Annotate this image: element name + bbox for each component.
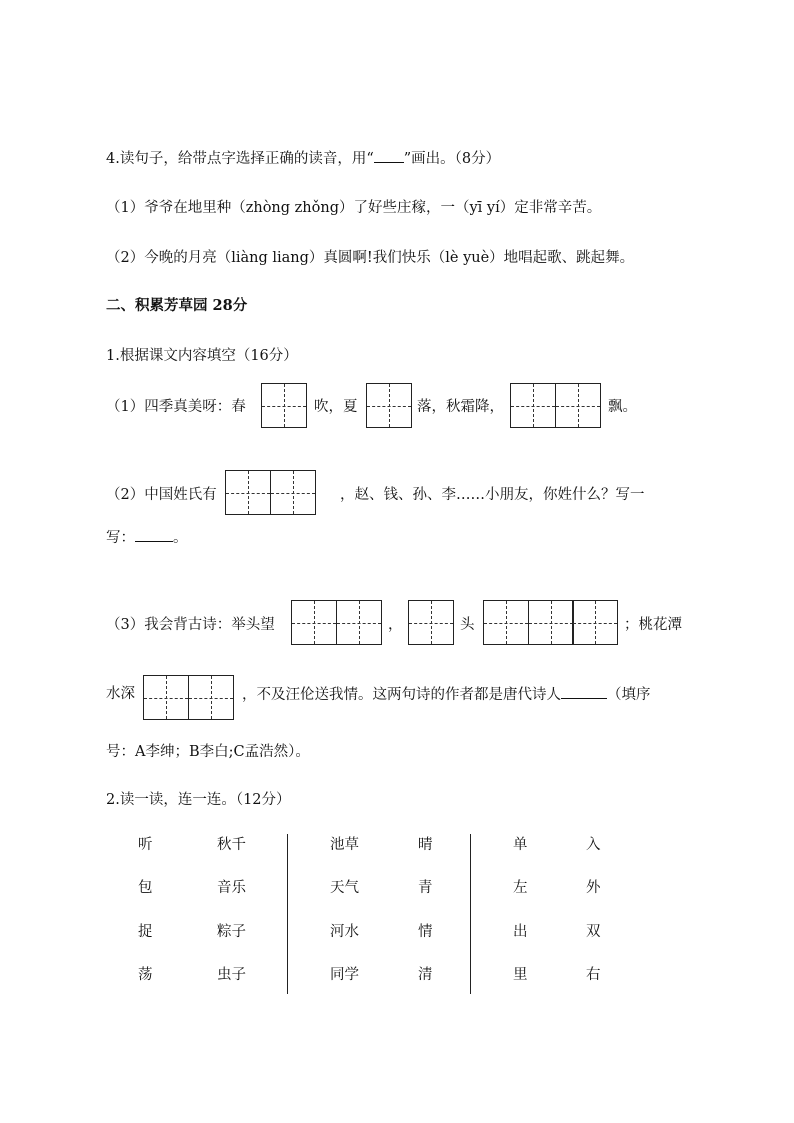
writing-grid-8[interactable] — [143, 675, 234, 720]
match-word[interactable]: 粽子 — [217, 924, 246, 940]
match-word[interactable]: 晴 — [418, 837, 433, 853]
column-divider — [470, 834, 471, 994]
section-2-title: 二、积累芳草园 28分 — [106, 297, 248, 314]
q4-sentence-2: （2）今晚的月亮（liàng liang）真圆啊!我们快乐（lè yuè）地唱起歌、跳起舞。 — [106, 250, 635, 266]
grid-cell[interactable] — [483, 600, 529, 645]
answer-blank[interactable] — [374, 148, 404, 163]
match-word[interactable]: 出 — [513, 924, 528, 940]
q1-p3-text-a: （3）我会背古诗：举头望 — [106, 617, 275, 633]
grid-cell[interactable] — [270, 470, 316, 515]
match-word[interactable]: 捉 — [138, 924, 153, 940]
grid-cell[interactable] — [510, 383, 556, 428]
match-word[interactable]: 秋千 — [217, 837, 246, 853]
grid-cell[interactable] — [188, 675, 234, 720]
match-word[interactable]: 同学 — [330, 967, 359, 983]
grid-cell[interactable] — [143, 675, 189, 720]
grid-cell[interactable] — [225, 470, 271, 515]
match-word[interactable]: 左 — [513, 880, 528, 896]
match-word[interactable]: 单 — [513, 837, 528, 853]
grid-cell[interactable] — [261, 383, 307, 428]
match-word[interactable]: 天气 — [330, 880, 359, 896]
match-word[interactable]: 入 — [586, 837, 601, 853]
match-word[interactable]: 外 — [586, 880, 601, 896]
writing-grid-4[interactable] — [225, 470, 316, 515]
match-word[interactable]: 虫子 — [217, 967, 246, 983]
q1-p1-text-b: 吹，夏 — [314, 399, 358, 415]
match-word[interactable]: 清 — [418, 967, 433, 983]
q1-p2-text-b: ，赵、钱、孙、李……小朋友，你姓什么？写一 — [340, 487, 645, 503]
match-word[interactable]: 河水 — [330, 924, 359, 940]
match-word[interactable]: 双 — [586, 924, 601, 940]
match-word[interactable]: 池草 — [330, 837, 359, 853]
writing-grid-3[interactable] — [510, 383, 601, 428]
writing-grid-6[interactable] — [408, 600, 454, 645]
q1-p3-text-e: 水深 — [106, 686, 135, 702]
q1-p1-text-c: 落，秋霜降， — [417, 399, 504, 415]
grid-cell[interactable] — [528, 600, 574, 645]
writing-grid-1[interactable] — [261, 383, 307, 428]
grid-cell[interactable] — [408, 600, 454, 645]
match-word[interactable]: 音乐 — [217, 880, 246, 896]
answer-blank[interactable] — [135, 527, 173, 542]
match-word[interactable]: 包 — [138, 880, 153, 896]
match-word[interactable]: 听 — [138, 837, 153, 853]
grid-cell[interactable] — [291, 600, 337, 645]
writing-grid-5[interactable] — [291, 600, 382, 645]
grid-cell[interactable] — [572, 600, 618, 645]
q1-p2-text-a: （2）中国姓氏有 — [106, 487, 217, 503]
grid-cell[interactable] — [336, 600, 382, 645]
q1-p1-text-a: （1）四季真美呀：春 — [106, 399, 246, 415]
q1-p3-text-d: ；桃花潭 — [624, 617, 682, 633]
match-word[interactable]: 情 — [418, 924, 433, 940]
answer-blank[interactable] — [561, 684, 607, 699]
q1-p1-text-d: 飘。 — [608, 399, 637, 415]
q1-p3-text-c: 头 — [460, 617, 475, 633]
match-word[interactable]: 青 — [418, 880, 433, 896]
q1-p2-line-2: 写： 。 — [106, 527, 188, 548]
q1-p3-line-3: 号：A李绅；B李白;C孟浩然）。 — [106, 744, 310, 760]
q1-p3-text-b: ， — [388, 617, 403, 633]
match-word[interactable]: 荡 — [138, 967, 153, 983]
q1-p3-line-2: ，不及汪伦送我情。这两句诗的作者都是唐代诗人 （填序 — [242, 684, 651, 705]
match-word[interactable]: 右 — [586, 967, 601, 983]
writing-grid-2[interactable] — [366, 383, 412, 428]
column-divider — [287, 834, 288, 994]
q1-title: 1.根据课文内容填空（16分） — [106, 348, 298, 364]
q4-sentence-1: （1）爷爷在地里种（zhòng zhǒng）了好些庄稼，一（yī yí）定非常辛苦。 — [106, 200, 602, 216]
match-word[interactable]: 里 — [513, 967, 528, 983]
q4-title: 4.读句子，给带点字选择正确的读音，用“ ”画出。（8分） — [106, 148, 500, 169]
q2-title: 2.读一读，连一连。（12分） — [106, 792, 291, 808]
grid-cell[interactable] — [555, 383, 601, 428]
writing-grid-7[interactable] — [483, 600, 618, 645]
grid-cell[interactable] — [366, 383, 412, 428]
